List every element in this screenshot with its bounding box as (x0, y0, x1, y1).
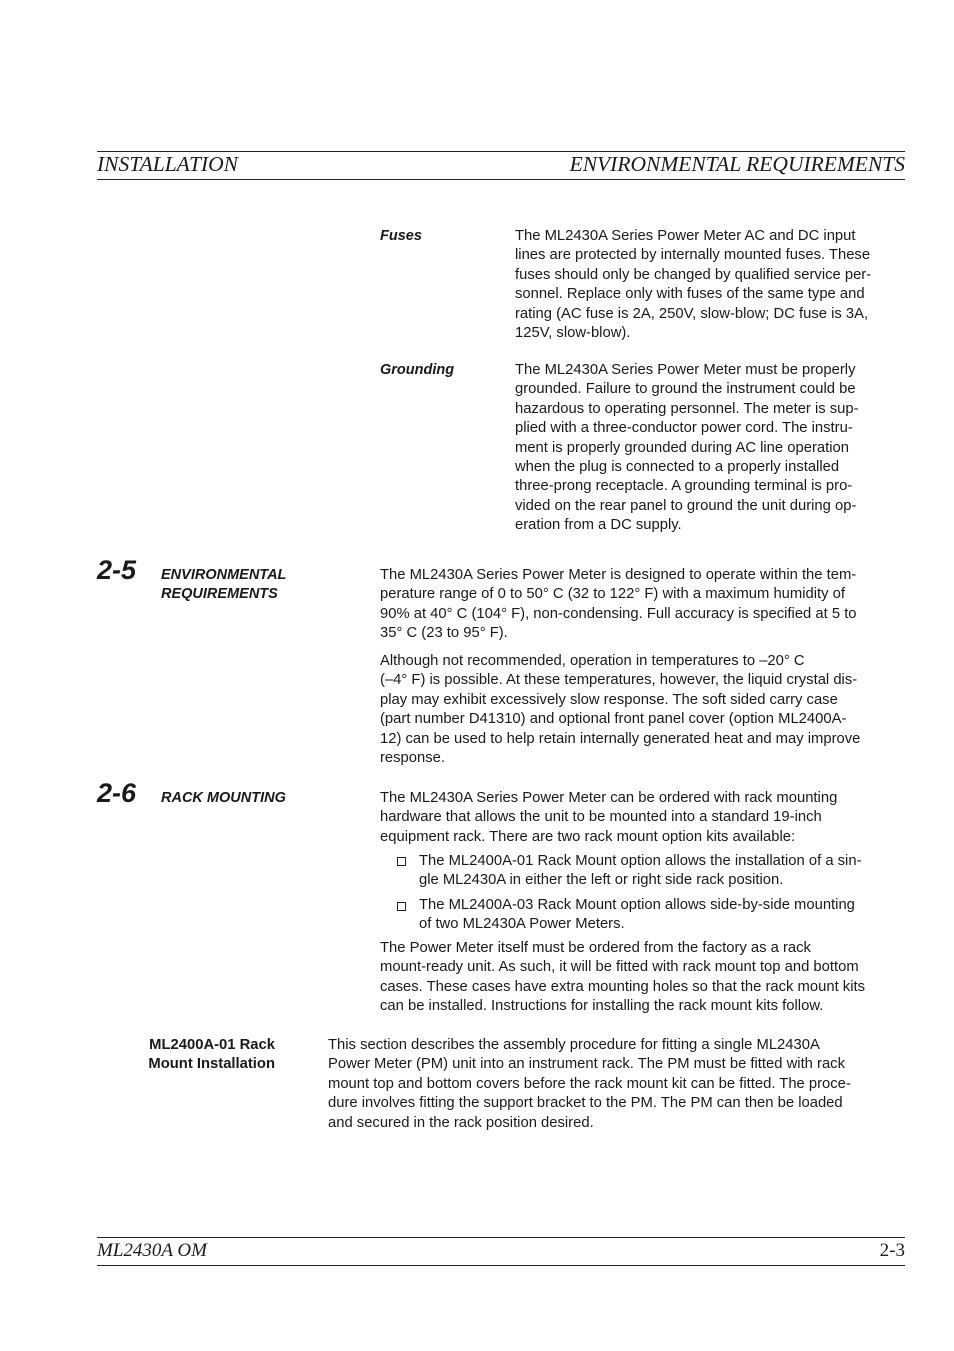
text-line: The ML2430A Series Power Meter can be ordered with rack mounting (380, 790, 838, 806)
rack-paragraph-2 (380, 939, 865, 1017)
text-line: The ML2400A-03 Rack Mount option allows side-by-side mounting (419, 897, 855, 913)
section-title-environmental (161, 566, 286, 604)
text-line: The ML2430A Series Power Meter is designed to operate within the tem- (380, 567, 857, 583)
text-line: equipment rack. There are two rack mount option kits available: (380, 828, 796, 845)
heading-line: Mount Installation (148, 1056, 275, 1073)
text-line: can be installed. Instructions for installing the rack mount kits follow. (380, 998, 824, 1015)
text-line: 125V, slow-blow). (515, 325, 631, 342)
text-line: fuses should only be changed by qualified service per- (515, 266, 872, 283)
text-line: cases. These cases have extra mounting holes so that the rack mount kits (380, 978, 865, 995)
text-line: play may exhibit excessively slow response. The soft sided carry case (380, 691, 838, 708)
text-line: when the plug is connected to a properly installed (515, 459, 840, 476)
footer-bottom-rule (97, 1265, 905, 1266)
text-line: lines are protected by internally mounted fuses. These (515, 247, 871, 264)
fuses-heading: Fuses (380, 228, 422, 244)
text-line: 90% at 40° C (104° F), non-condensing. Full accuracy is specified at 5 to (380, 605, 857, 622)
text-line: perature range of 0 to 50° C (32 to 122° F) with a maximum humidity of (380, 586, 845, 603)
text-line: vided on the rear panel to ground the unit during op- (515, 497, 857, 514)
rack-option-03-bullet (419, 896, 855, 935)
checkbox-bullet-icon (397, 857, 406, 866)
grounding-text (515, 361, 859, 536)
text-line: plied with a three-conductor power cord. The instru- (515, 420, 853, 437)
checkbox-bullet-icon (397, 902, 406, 911)
text-line: 12) can be used to help retain internally generated heat and may improve (380, 730, 861, 747)
text-line: of two ML2430A Power Meters. (419, 916, 625, 933)
text-line: eration from a DC supply. (515, 517, 682, 534)
footer-top-rule (97, 1237, 905, 1238)
section-number-2-5: 2-5 (97, 555, 137, 585)
text-line: mount-ready unit. As such, it will be fitted with rack mount top and bottom (380, 959, 859, 976)
text-line: gle ML2430A in either the left or right side rack position. (419, 872, 784, 889)
header-bottom-rule (97, 179, 905, 180)
text-line: and secured in the rack position desired. (328, 1114, 594, 1131)
text-line: mount top and bottom covers before the rack mount kit can be fitted. The proce- (328, 1075, 851, 1092)
text-line: hardware that allows the unit to be mounted into a standard 19-inch (380, 809, 822, 826)
rack-install-text (328, 1036, 851, 1133)
text-line: rating (AC fuse is 2A, 250V, slow-blow; DC fuse is 3A, (515, 305, 869, 322)
text-line: Power Meter (PM) unit into an instrument rack. The PM must be fitted with rack (328, 1056, 845, 1073)
grounding-heading: Grounding (380, 362, 455, 378)
text-line: hazardous to operating personnel. The meter is sup- (515, 400, 859, 417)
text-line: grounded. Failure to ground the instrument could be (515, 381, 856, 398)
heading-line: ML2400A-01 Rack (149, 1037, 275, 1053)
text-line: dure involves fitting the support bracket to the PM. The PM can then be loaded (328, 1095, 843, 1112)
environmental-paragraph-2 (380, 652, 860, 768)
section-title-line: REQUIREMENTS (161, 586, 278, 602)
header-topic-title: ENVIRONMENTAL REQUIREMENTS (569, 152, 905, 176)
text-line: 35° C (23 to 95° F). (380, 625, 508, 642)
rack-paragraph-1 (380, 789, 837, 847)
text-line: three-prong receptacle. A grounding terminal is pro- (515, 478, 853, 495)
text-line: This section describes the assembly procedure for fitting a single ML2430A (328, 1037, 820, 1053)
environmental-paragraph-1 (380, 566, 857, 644)
rack-option-01-bullet (419, 852, 862, 891)
section-number-2-6: 2-6 (97, 778, 137, 808)
text-line: response. (380, 750, 445, 767)
text-line: The ML2430A Series Power Meter must be properly (515, 362, 856, 378)
section-title-rack-mounting: RACK MOUNTING (161, 790, 286, 806)
text-line: (–4° F) is possible. At these temperatures, however, the liquid crystal dis- (380, 672, 858, 689)
fuses-text (515, 227, 871, 343)
text-line: ment is properly grounded during AC line operation (515, 439, 849, 456)
section-title-line: ENVIRONMENTAL (161, 567, 287, 583)
header-section-title: INSTALLATION (97, 152, 238, 176)
rack-install-heading (148, 1036, 275, 1075)
text-line: The Power Meter itself must be ordered from the factory as a rack (380, 940, 811, 956)
text-line: The ML2400A-01 Rack Mount option allows the installation of a sin- (419, 853, 862, 869)
text-line: Although not recommended, operation in temperatures to –20° C (380, 653, 805, 669)
footer-page-number: 2-3 (879, 1240, 905, 1261)
footer-document-id: ML2430A OM (97, 1240, 207, 1261)
text-line: sonnel. Replace only with fuses of the same type and (515, 286, 865, 303)
text-line: (part number D41310) and optional front panel cover (option ML2400A- (380, 711, 847, 728)
text-line: The ML2430A Series Power Meter AC and DC input (515, 228, 856, 244)
